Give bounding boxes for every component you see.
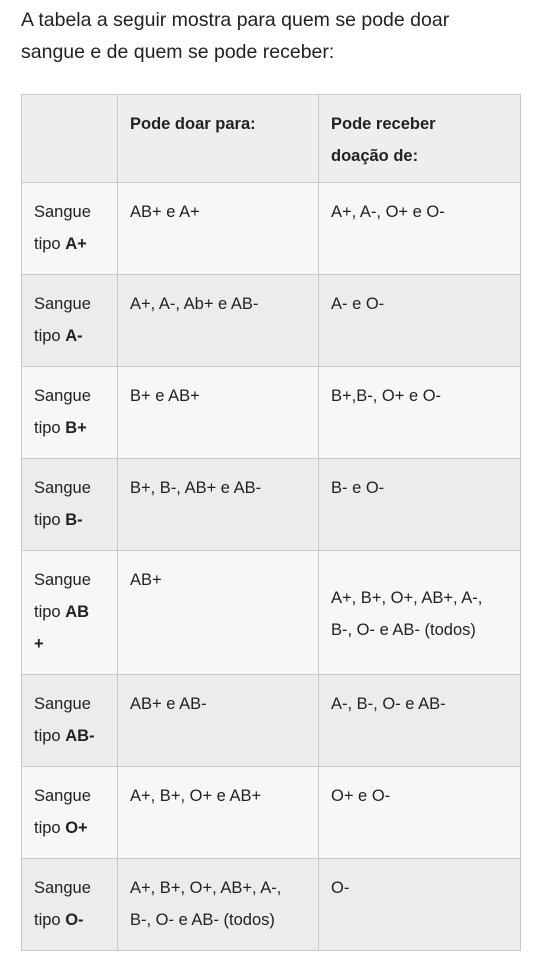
donate-cell: AB+ e AB- (118, 675, 319, 767)
blood-type: B+ (65, 419, 87, 437)
row-tipo: tipo (34, 327, 61, 345)
row-tipo: tipo (34, 603, 61, 621)
donate-cell: A+, A-, Ab+ e AB- (118, 275, 319, 367)
row-type-line (34, 504, 105, 536)
donate-cell: AB+ e A+ (118, 183, 319, 275)
table-row (22, 551, 521, 675)
table-row (22, 367, 521, 459)
receive-cell: A+, A-, O+ e O- (319, 183, 521, 275)
row-tipo: tipo (34, 419, 61, 437)
header-receive-line-1: Pode receber (331, 115, 436, 133)
receive-line-2: B-, O- e AB- (todos) (331, 621, 476, 639)
row-type-line (34, 904, 105, 936)
table-row (22, 459, 521, 551)
blood-type: O+ (65, 819, 88, 837)
row-tipo: tipo (34, 911, 61, 929)
table-header-row (22, 95, 521, 183)
blood-type-cell (22, 459, 118, 551)
table-row (22, 183, 521, 275)
row-type-line (34, 812, 105, 844)
blood-type: AB- (65, 727, 95, 745)
blood-type: A+ (65, 235, 87, 253)
receive-cell: A-, B-, O- e AB- (319, 675, 521, 767)
blood-type: B- (65, 511, 83, 529)
row-label: Sangue (34, 295, 91, 313)
receive-line-1: A+, B+, O+, AB+, A-, (331, 589, 483, 607)
header-blank (22, 95, 118, 183)
blood-type: AB (65, 603, 90, 621)
row-type-line (34, 320, 105, 352)
row-label: Sangue (34, 879, 91, 897)
receive-cell (319, 551, 521, 675)
blood-type-cell (22, 367, 118, 459)
blood-type-cell (22, 675, 118, 767)
blood-type-cell (22, 183, 118, 275)
blood-type-cell (22, 859, 118, 951)
donate-cell: AB+ (118, 551, 319, 675)
donate-line-2: B-, O- e AB- (todos) (130, 911, 275, 929)
blood-type: O- (65, 911, 84, 929)
row-label: Sangue (34, 387, 91, 405)
receive-cell: B- e O- (319, 459, 521, 551)
receive-cell: B+,B-, O+ e O- (319, 367, 521, 459)
intro-line-1: A tabela a seguir mostra para quem se pode doar (21, 9, 450, 31)
row-type-line (34, 720, 105, 752)
header-donate: Pode doar para: (118, 95, 319, 183)
receive-cell: O- (319, 859, 521, 951)
blood-type-cell (22, 275, 118, 367)
header-receive (319, 95, 521, 183)
table-row (22, 859, 521, 951)
receive-cell: A- e O- (319, 275, 521, 367)
blood-type-cell (22, 767, 118, 859)
table-row (22, 275, 521, 367)
donate-cell: B+, B-, AB+ e AB- (118, 459, 319, 551)
row-tipo: tipo (34, 511, 61, 529)
donate-cell: B+ e AB+ (118, 367, 319, 459)
row-tipo: tipo (34, 235, 61, 253)
row-type-line (34, 412, 105, 444)
row-label: Sangue (34, 571, 91, 589)
table-row (22, 767, 521, 859)
intro-paragraph (21, 4, 526, 68)
donate-cell: A+, B+, O+ e AB+ (118, 767, 319, 859)
blood-type-cell (22, 551, 118, 675)
row-label: Sangue (34, 787, 91, 805)
blood-type-continued: + (34, 635, 44, 653)
donate-line-1: A+, B+, O+, AB+, A-, (130, 879, 282, 897)
receive-cell: O+ e O- (319, 767, 521, 859)
row-label: Sangue (34, 479, 91, 497)
blood-type: A- (65, 327, 83, 345)
row-type-line (34, 596, 105, 628)
row-tipo: tipo (34, 819, 61, 837)
table-row (22, 675, 521, 767)
row-tipo: tipo (34, 727, 61, 745)
blood-donation-table (21, 94, 521, 951)
row-type-line (34, 228, 105, 260)
row-label: Sangue (34, 695, 91, 713)
row-label: Sangue (34, 203, 91, 221)
header-receive-line-2: doação de: (331, 147, 419, 165)
donate-cell (118, 859, 319, 951)
intro-line-2: sangue e de quem se pode receber: (21, 41, 335, 63)
